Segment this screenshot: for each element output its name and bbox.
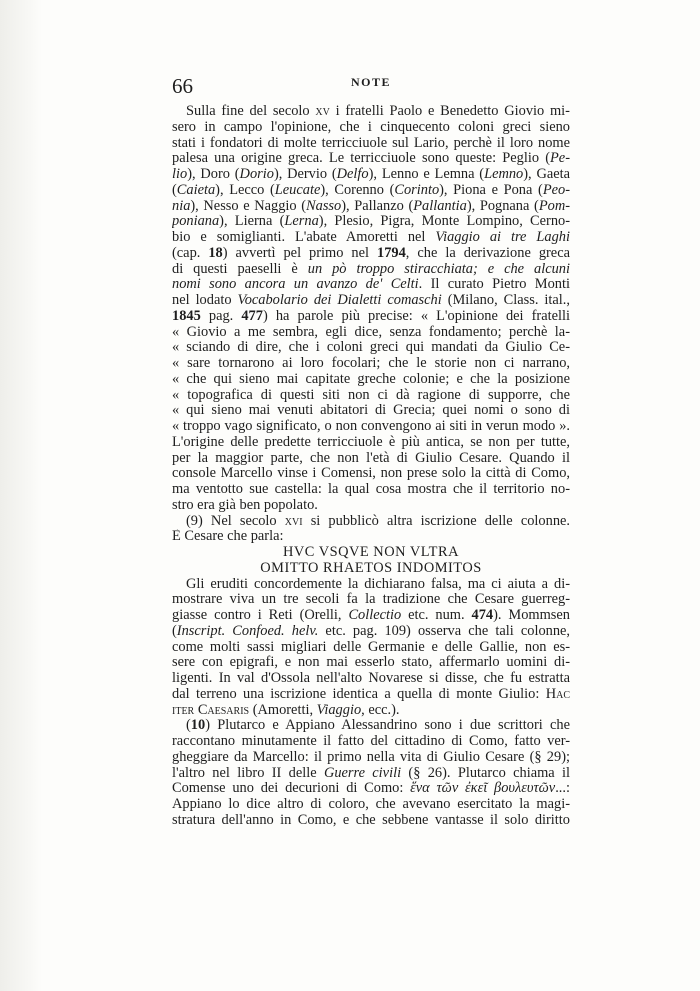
running-title: NOTE bbox=[350, 75, 391, 89]
text-line: (Caieta), Lecco (Leucate), Corenno (Corinto), Piona e Pona (Peo- bbox=[172, 182, 570, 198]
text-line: Comense uno dei decurioni di Como: ἕνα τῶν ἐκεῖ βουλευτῶν...: bbox=[172, 781, 570, 797]
text-line: stati i fondatori di molte terricciuole sul Lario, perchè il loro nome bbox=[172, 135, 570, 151]
text-line: iter Caesaris (Amoretti, Viaggio, ecc.). bbox=[172, 702, 400, 718]
text-line: stratura dell'anno in Como, e che sebbene vantasse il solo diritto bbox=[172, 812, 570, 828]
text-line: Sulla fine del secolo xv i fratelli Paolo e Benedetto Giovio mi- bbox=[186, 104, 570, 119]
text-line: (cap. 18) avvertì pel primo nel 1794, che la derivazione greca bbox=[172, 245, 570, 261]
text-line: nomi sono ancora un avanzo de' Celti. Il curato Pietro Monti bbox=[172, 277, 570, 293]
notes-text-block bbox=[172, 104, 570, 829]
text-line: nia), Nesso e Naggio (Nasso), Pallanzo (Pallantia), Pognana (Pom- bbox=[172, 198, 570, 214]
text-line: raccontano minutamente il fatto del cittadino di Como, fatto ver- bbox=[172, 734, 570, 749]
text-line: ma ventotto sue castella: la qual cosa mostra che il territorio no- bbox=[172, 482, 570, 497]
text-line: gheggiare da Marcello: il primo nella vita di Giulio Cesare (§ 29); bbox=[172, 749, 570, 765]
text-line: palesa una origine greca. Le terricciuole sono queste: Peglio (Pe- bbox=[172, 151, 570, 167]
text-line: « topografica di questi siti non ci dà ragione di supporre, che bbox=[172, 387, 570, 403]
text-line: l'altro nel libro II delle Guerre civili (§ 26). Plutarco chiama il bbox=[172, 765, 570, 781]
text-line: 1845 pag. 477) ha parole più precise: « L'opinione dei fratelli bbox=[172, 308, 570, 324]
text-line: poniana), Lierna (Lerna), Plesio, Pigra, Monte Lompino, Cerno- bbox=[172, 214, 570, 230]
text-line: lio), Doro (Dorio), Dervio (Delfo), Lenno e Lemna (Lemno), Gaeta bbox=[172, 167, 570, 182]
text-line: « sciando di dire, che i coloni greci qui mandati da Giulio Ce- bbox=[172, 340, 570, 356]
text-line: nel lodato Vocabolario dei Dialetti comaschi (Milano, Class. ital., bbox=[172, 293, 570, 308]
text-line: come molti sassi migliari delle Germanie e delle Gallie, non es- bbox=[172, 639, 570, 655]
text-line: sero in campo l'opinione, che i cinquecento coloni greci sieno bbox=[172, 119, 570, 135]
text-line: « troppo vago significato, o non convengono ai siti in verun modo ». bbox=[172, 419, 570, 434]
text-line: di questi paeselli è un pò troppo stiracchiata; e che alcuni bbox=[172, 261, 570, 277]
text-line: (Inscript. Confoed. helv. etc. pag. 109) osserva che tali colonne, bbox=[172, 623, 570, 639]
text-line: dal terreno una iscrizione identica a quella di monte Giulio: Hac bbox=[172, 686, 570, 702]
text-line: mostrare viva un tre secoli fa la tradizione che Cesare guerreg- bbox=[172, 592, 570, 608]
page-edge-shadow bbox=[0, 0, 42, 991]
text-line: « qui sieno mai venuti abitatori di Grecia; quei nomi o sono di bbox=[172, 403, 570, 419]
text-line: L'origine delle predette terricciuole è più antica, se non per tutte, bbox=[172, 434, 570, 450]
text-line: « che qui sieno mai capitate greche colonie; e che la posizione bbox=[172, 371, 570, 387]
text-line: (10) Plutarco e Appiano Alessandrino sono i due scrittori che bbox=[186, 718, 570, 734]
text-line: HVC VSQVE NON VLTRA bbox=[283, 545, 459, 560]
text-line: OMITTO RHAETOS INDOMITOS bbox=[260, 560, 482, 576]
text-line: per la maggior parte, che non l'età di Giulio Cesare. Quando il bbox=[172, 450, 570, 466]
text-line: sere con epigrafi, e non mai esserlo stato, affermarlo uomini di- bbox=[172, 655, 570, 671]
text-line: È Cesare che parla: bbox=[172, 529, 284, 545]
text-line: ligenti. In val d'Ossola nell'alto Novarese si disse, che fu estratta bbox=[172, 671, 570, 686]
text-line: Appiano lo dice altro di coloro, che avevano esercitato la magi- bbox=[172, 797, 570, 812]
text-line: bio e somiglianti. L'abate Amoretti nel Viaggio ai tre Laghi bbox=[172, 230, 570, 245]
text-line: « sare tornarono ai loro focolari; che le storie non ci narrano, bbox=[172, 356, 570, 371]
text-line: Gli eruditi concordemente la dichiarano falsa, ma ci aiuta a di- bbox=[186, 576, 570, 592]
page-number: 66 bbox=[172, 74, 193, 98]
text-line: giasse contro i Reti (Orelli, Collectio etc. num. 474). Mommsen bbox=[172, 608, 570, 623]
text-line: stro era già ben popolato. bbox=[172, 497, 318, 513]
text-line: console Marcello vinse i Comensi, non prese solo la città di Como, bbox=[172, 466, 570, 482]
text-line: « Giovio a me sembra, egli dice, senza fondamento; perchè la- bbox=[172, 324, 570, 340]
page-header bbox=[172, 72, 570, 100]
text-line: (9) Nel secolo xvi si pubblicò altra iscrizione delle colonne. bbox=[186, 513, 570, 529]
